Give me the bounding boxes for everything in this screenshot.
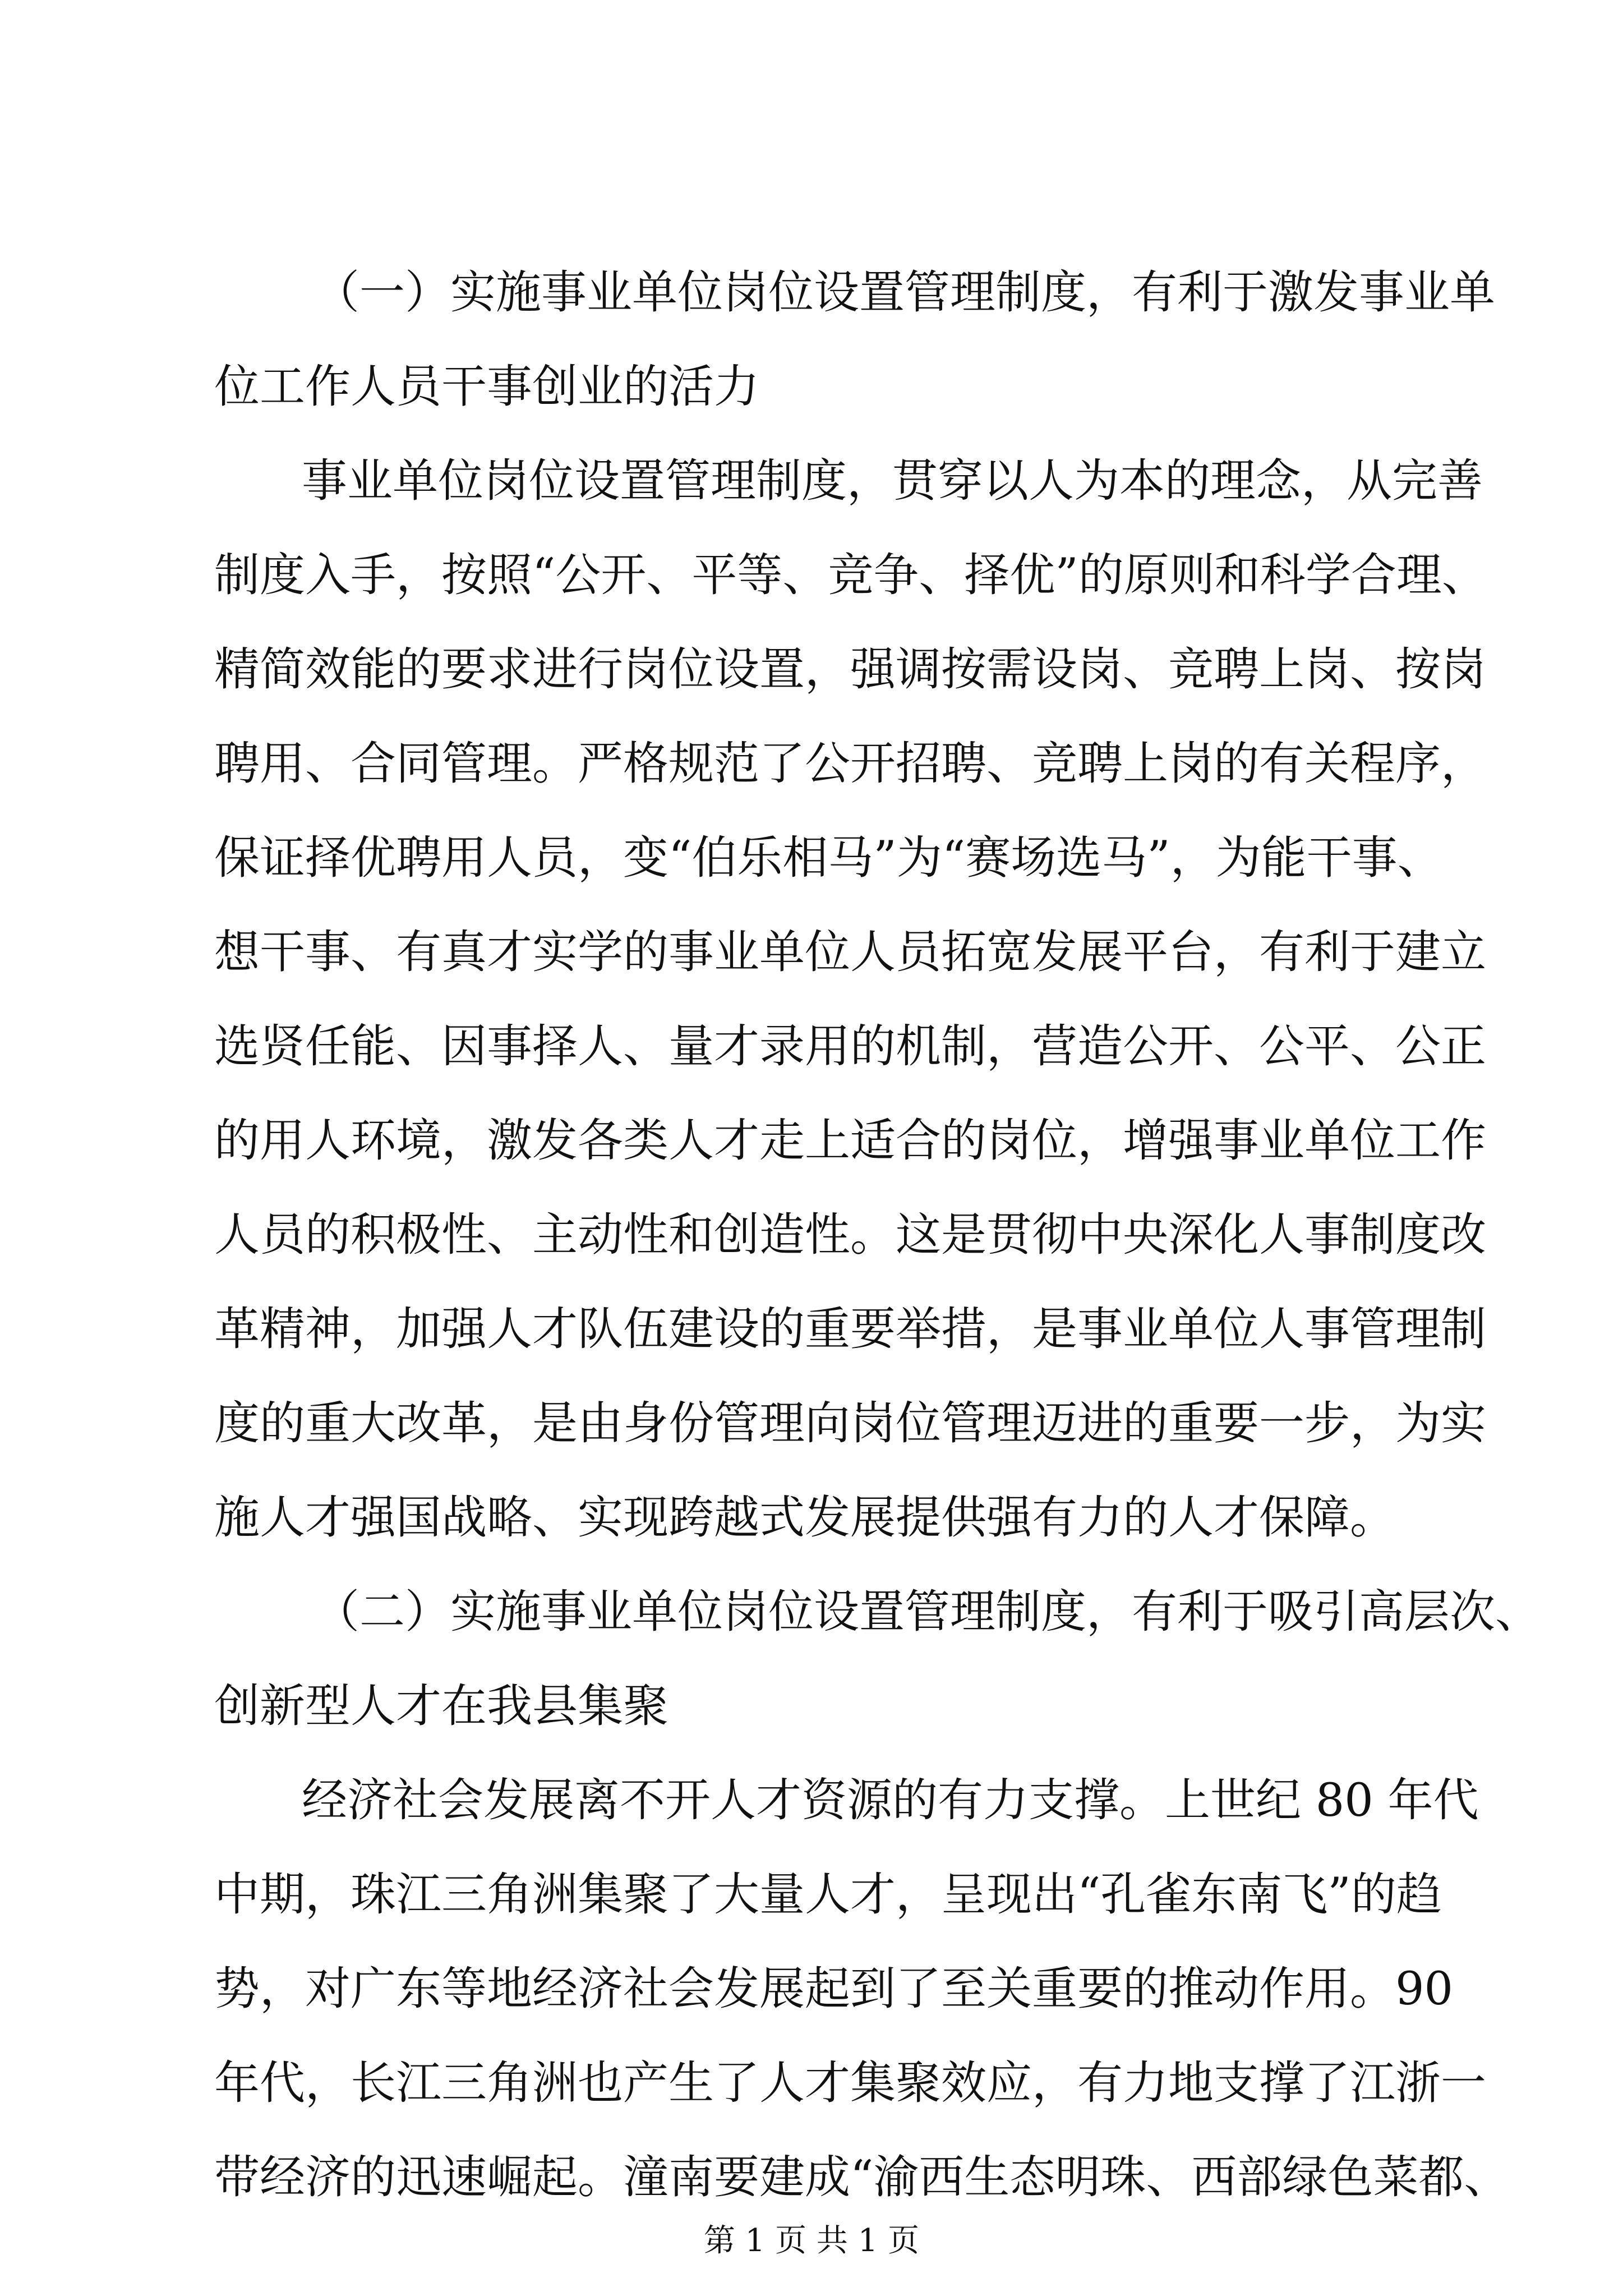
paragraph-1-line-12: 施人才强国战略、实现跨越式发展提供强有力的人才保障。 — [214, 1492, 1396, 1544]
section-heading-2-line-2: 创新型人才在我县集聚 — [214, 1680, 669, 1733]
paragraph-1-line-5: 保证择优聘用人员，变“伯乐相马”为“赛场选马”，为能干事、 — [214, 832, 1443, 885]
paragraph-1-line-11: 度的重大改革，是由身份管理向岗位管理迈进的重要一步，为实 — [214, 1397, 1487, 1450]
paragraph-1-line-3: 精简效能的要求进行岗位设置，强调按需设岗、竞聘上岗、按岗 — [214, 643, 1487, 696]
paragraph-1-line-10: 革精神，加强人才队伍建设的重要举措，是事业单位人事管理制 — [214, 1303, 1487, 1356]
paragraph-1-line-1: 事业单位岗位设置管理制度，贯穿以人为本的理念，从完善 — [302, 455, 1483, 508]
paragraph-1-line-7: 选贤任能、因事择人、量才录用的机制，营造公开、公平、公正 — [214, 1020, 1487, 1073]
paragraph-2-line-1: 经济社会发展离不开人才资源的有力支撑。上世纪 80 年代 — [302, 1774, 1479, 1827]
paragraph-2-line-2: 中期，珠江三角洲集聚了大量人才，呈现出“孔雀东南飞”的趋 — [214, 1869, 1442, 1921]
paragraph-1-line-6: 想干事、有真才实学的事业单位人员拓宽发展平台，有利于建立 — [214, 926, 1487, 979]
paragraph-2-line-3: 势，对广东等地经济社会发展起到了至关重要的推动作用。90 — [214, 1963, 1454, 2016]
page-footer: 第 1 页 共 1 页 — [703, 2223, 920, 2259]
section-heading-1-line-1: （一）实施事业单位岗位设置管理制度，有利于激发事业单 — [314, 266, 1496, 319]
paragraph-1-line-8: 的用人环境，激发各类人才走上适合的岗位，增强事业单位工作 — [214, 1115, 1487, 1167]
section-heading-2-line-1: （二）实施事业单位岗位设置管理制度，有利于吸引高层次、 — [314, 1586, 1541, 1639]
section-heading-1-line-2: 位工作人员干事创业的活力 — [214, 361, 760, 413]
paragraph-1-line-9: 人员的积极性、主动性和创造性。这是贯彻中央深化人事制度改 — [214, 1209, 1487, 1262]
paragraph-2-line-4: 年代，长江三角洲也产生了人才集聚效应，有力地支撑了江浙一 — [214, 2057, 1487, 2110]
paragraph-1-line-2: 制度入手，按照“公开、平等、竞争、择优”的原则和科学合理、 — [214, 549, 1487, 602]
paragraph-2-line-5: 带经济的迅速崛起。潼南要建成“渝西生态明珠、西部绿色菜都、 — [214, 2151, 1510, 2204]
paragraph-1-line-4: 聘用、合同管理。严格规范了公开招聘、竞聘上岗的有关程序， — [214, 738, 1487, 790]
